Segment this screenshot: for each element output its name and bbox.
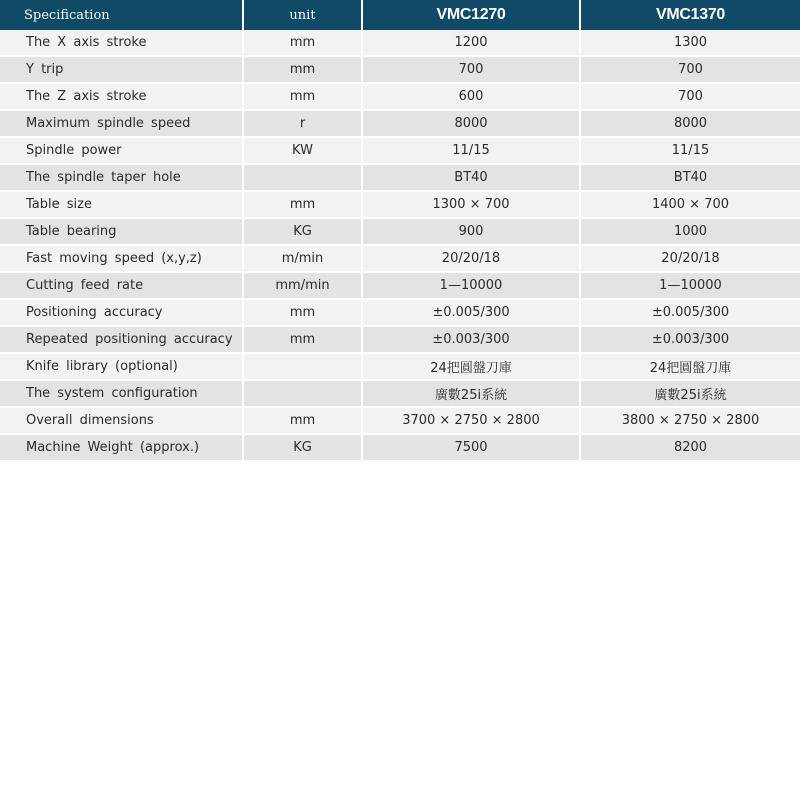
spec-name-cell: Machine Weight (approx.) bbox=[0, 435, 244, 462]
model-vmc1370-value-cell: 20/20/18 bbox=[581, 246, 800, 273]
column-header-model-vmc1270: VMC1270 bbox=[363, 0, 581, 30]
table-row bbox=[0, 273, 800, 300]
spec-name-cell: Maximum spindle speed bbox=[0, 111, 244, 138]
table-row bbox=[0, 138, 800, 165]
spec-name-cell: Fast moving speed (x,y,z) bbox=[0, 246, 244, 273]
spec-name-cell: The system configuration bbox=[0, 381, 244, 408]
table-row bbox=[0, 435, 800, 462]
unit-cell bbox=[244, 165, 363, 192]
model-vmc1270-value-cell: ±0.003/300 bbox=[363, 327, 581, 354]
model-vmc1370-value-cell: 1—10000 bbox=[581, 273, 800, 300]
unit-cell: m/min bbox=[244, 246, 363, 273]
spec-name-cell: The Z axis stroke bbox=[0, 84, 244, 111]
spec-name-cell: Repeated positioning accuracy bbox=[0, 327, 244, 354]
unit-cell: mm bbox=[244, 57, 363, 84]
table-row bbox=[0, 408, 800, 435]
model-vmc1370-value-cell: 700 bbox=[581, 84, 800, 111]
model-vmc1370-value-cell: 700 bbox=[581, 57, 800, 84]
spec-name-cell: Table bearing bbox=[0, 219, 244, 246]
model-vmc1270-value-cell: 20/20/18 bbox=[363, 246, 581, 273]
table-row bbox=[0, 300, 800, 327]
spec-name-cell: Overall dimensions bbox=[0, 408, 244, 435]
unit-cell: mm/min bbox=[244, 273, 363, 300]
spec-name-cell: Knife library (optional) bbox=[0, 354, 244, 381]
model-vmc1270-value-cell: 700 bbox=[363, 57, 581, 84]
unit-cell bbox=[244, 354, 363, 381]
unit-cell: mm bbox=[244, 408, 363, 435]
model-vmc1270-value-cell: 11/15 bbox=[363, 138, 581, 165]
model-vmc1270-value-cell: 24把圓盤刀庫 bbox=[363, 354, 581, 381]
spec-name-cell: Positioning accuracy bbox=[0, 300, 244, 327]
spec-name-cell: The spindle taper hole bbox=[0, 165, 244, 192]
model-vmc1370-value-cell: 11/15 bbox=[581, 138, 800, 165]
model-vmc1270-value-cell: 1—10000 bbox=[363, 273, 581, 300]
table-row bbox=[0, 219, 800, 246]
unit-cell: r bbox=[244, 111, 363, 138]
unit-cell: mm bbox=[244, 300, 363, 327]
unit-cell bbox=[244, 381, 363, 408]
model-vmc1370-value-cell: ±0.005/300 bbox=[581, 300, 800, 327]
model-vmc1370-value-cell: ±0.003/300 bbox=[581, 327, 800, 354]
model-vmc1270-value-cell: 3700 × 2750 × 2800 bbox=[363, 408, 581, 435]
model-vmc1270-value-cell: 1200 bbox=[363, 30, 581, 57]
model-vmc1270-value-cell: 600 bbox=[363, 84, 581, 111]
model-vmc1270-value-cell: 1300 × 700 bbox=[363, 192, 581, 219]
spec-name-cell: Y trip bbox=[0, 57, 244, 84]
column-header-model-vmc1370: VMC1370 bbox=[581, 0, 800, 30]
table-row bbox=[0, 165, 800, 192]
header-row bbox=[0, 0, 800, 30]
unit-cell: KG bbox=[244, 219, 363, 246]
model-vmc1270-value-cell: 廣數25i系統 bbox=[363, 381, 581, 408]
unit-cell: KW bbox=[244, 138, 363, 165]
unit-cell: mm bbox=[244, 192, 363, 219]
model-vmc1370-value-cell: 1000 bbox=[581, 219, 800, 246]
table-row bbox=[0, 381, 800, 408]
spec-name-cell: The X axis stroke bbox=[0, 30, 244, 57]
unit-cell: mm bbox=[244, 327, 363, 354]
model-vmc1370-value-cell: BT40 bbox=[581, 165, 800, 192]
model-vmc1270-value-cell: BT40 bbox=[363, 165, 581, 192]
model-vmc1370-value-cell: 1400 × 700 bbox=[581, 192, 800, 219]
column-header-specification: Specification bbox=[0, 0, 244, 30]
table-row bbox=[0, 354, 800, 381]
table-row bbox=[0, 111, 800, 138]
model-vmc1370-value-cell: 廣數25i系統 bbox=[581, 381, 800, 408]
unit-cell: mm bbox=[244, 30, 363, 57]
model-vmc1370-value-cell: 8200 bbox=[581, 435, 800, 462]
model-vmc1370-value-cell: 8000 bbox=[581, 111, 800, 138]
model-vmc1270-value-cell: 8000 bbox=[363, 111, 581, 138]
table-row bbox=[0, 246, 800, 273]
table-row bbox=[0, 192, 800, 219]
unit-cell: mm bbox=[244, 84, 363, 111]
table-header bbox=[0, 0, 800, 30]
table-row bbox=[0, 84, 800, 111]
table-row bbox=[0, 30, 800, 57]
column-header-unit: unit bbox=[244, 0, 363, 30]
spec-name-cell: Spindle power bbox=[0, 138, 244, 165]
model-vmc1270-value-cell: ±0.005/300 bbox=[363, 300, 581, 327]
spec-name-cell: Table size bbox=[0, 192, 244, 219]
model-vmc1370-value-cell: 1300 bbox=[581, 30, 800, 57]
spec-name-cell: Cutting feed rate bbox=[0, 273, 244, 300]
model-vmc1270-value-cell: 900 bbox=[363, 219, 581, 246]
table-row bbox=[0, 327, 800, 354]
table-row bbox=[0, 57, 800, 84]
unit-cell: KG bbox=[244, 435, 363, 462]
model-vmc1370-value-cell: 3800 × 2750 × 2800 bbox=[581, 408, 800, 435]
model-vmc1270-value-cell: 7500 bbox=[363, 435, 581, 462]
model-vmc1370-value-cell: 24把圓盤刀庫 bbox=[581, 354, 800, 381]
table-body bbox=[0, 30, 800, 462]
